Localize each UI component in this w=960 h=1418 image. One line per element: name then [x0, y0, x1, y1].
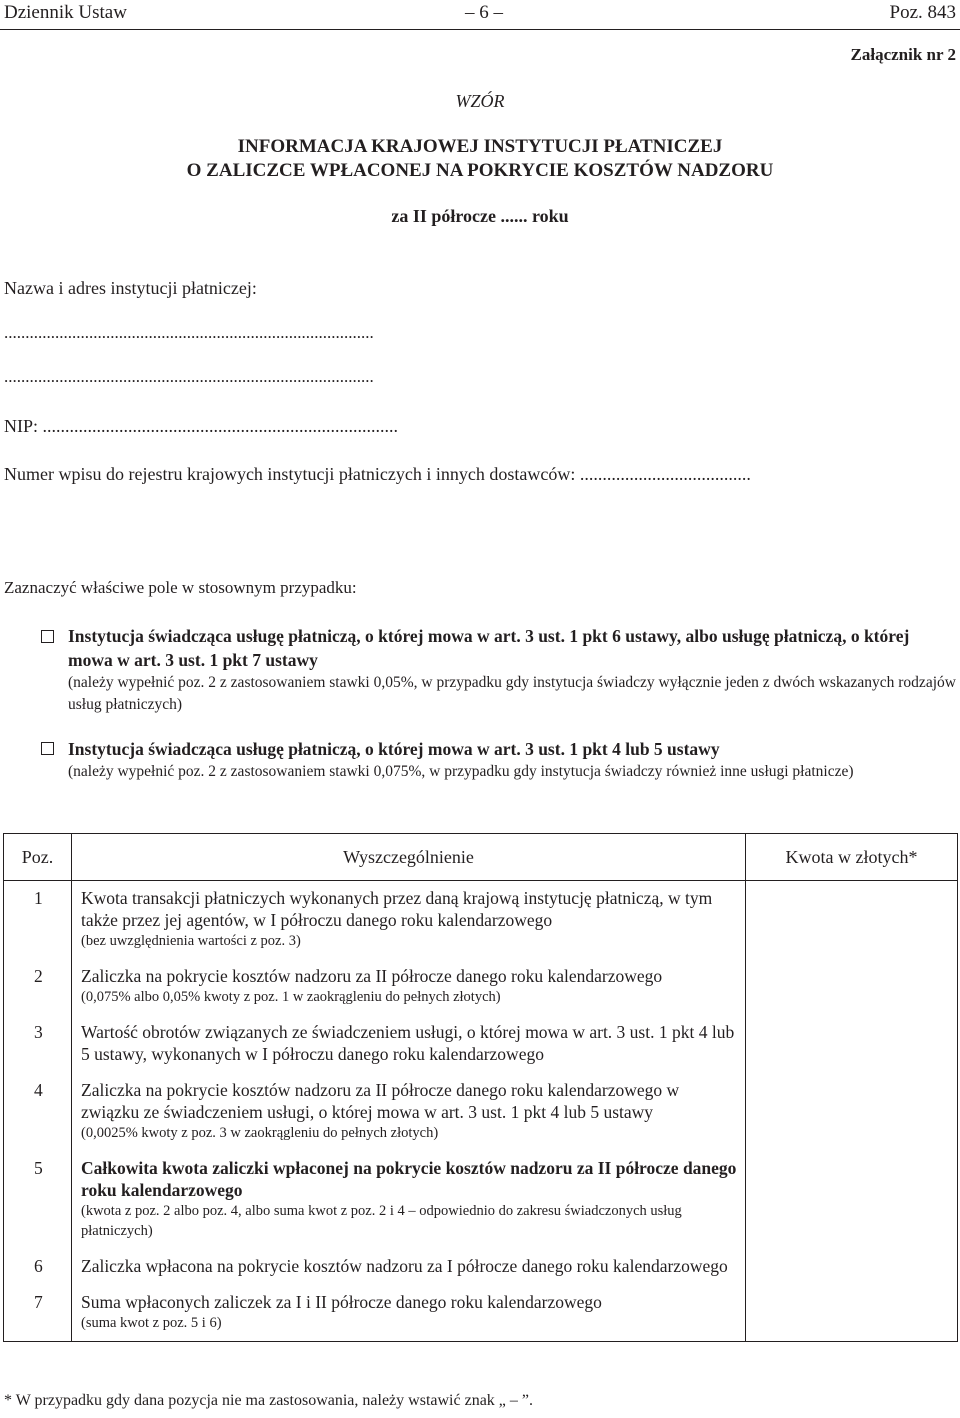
- table-row: [4, 881, 958, 960]
- option-1-label: Instytucja świadcząca usługę płatniczą, o której mowa w art. 3 ust. 1 pkt 6 ustawy, albo usługę płatniczą, o której mowa w art. 3 ust. 1 pkt 7 ustawy: [68, 626, 910, 670]
- option-2-label: Instytucja świadcząca usługę płatniczą, o której mowa w art. 3 ust. 1 pkt 4 lub 5 ustawy: [68, 739, 720, 759]
- table-row: [4, 1249, 958, 1285]
- advance-table: [3, 833, 958, 1342]
- mark-instruction: Zaznaczyć właściwe pole w stosownym przypadku:: [4, 578, 357, 597]
- document-title-line1: INFORMACJA KRAJOWEJ INSTYTUCJI PŁATNICZEJ: [237, 136, 723, 157]
- amount-cell[interactable]: [746, 881, 958, 960]
- row-number: 1: [4, 881, 72, 960]
- table-row: [4, 1015, 958, 1073]
- row-text: Zaliczka na pokrycie kosztów nadzoru za II półrocze danego roku kalendarzowego w związku ze świadczeniem usługi, o której mowa w art. 3 ust. 1 pkt 4 lub 5 ustawy: [81, 1080, 680, 1122]
- footnote: * W przypadku gdy dana pozycja nie ma zastosowania, należy wstawić znak „ – ”.: [4, 1392, 533, 1409]
- row-description: [72, 1285, 746, 1342]
- option-2-note: (należy wypełnić poz. 2 z zastosowaniem stawki 0,075%, w przypadku gdy instytucja świadczy również inne usługi płatnicze): [68, 763, 854, 780]
- row-note: (suma kwot z poz. 5 i 6): [81, 1315, 222, 1331]
- amount-cell[interactable]: [746, 959, 958, 1015]
- option-checkbox-1[interactable]: [41, 630, 54, 643]
- amount-cell[interactable]: [746, 1285, 958, 1342]
- table-row: [4, 1073, 958, 1151]
- option-1-note: (należy wypełnić poz. 2 z zastosowaniem stawki 0,05%, w przypadku gdy instytucja świadczy wyłącznie jeden z dwóch wskazanych rodzajów usług płatniczych): [68, 674, 956, 713]
- row-note: (kwota z poz. 2 albo poz. 4, albo suma kwot z poz. 2 i 4 – odpowiednio do zakresu świadczonych usług płatniczych): [81, 1203, 682, 1239]
- row-note: (bez uwzględnienia wartości z poz. 3): [81, 933, 301, 949]
- institution-address-dots: .......................................................................................: [4, 367, 374, 386]
- row-text: Zaliczka wpłacona na pokrycie kosztów nadzoru za I półrocze danego roku kalendarzowego: [81, 1256, 728, 1276]
- row-description: [72, 1073, 746, 1151]
- row-text: Całkowita kwota zaliczki wpłaconej na pokrycie kosztów nadzoru za II półrocze danego roku kalendarzowego: [81, 1158, 737, 1200]
- position-number: Poz. 843: [889, 2, 956, 23]
- row-number: 7: [4, 1285, 72, 1342]
- row-description: [72, 1249, 746, 1285]
- amount-cell[interactable]: [746, 1249, 958, 1285]
- institution-name-label: Nazwa i adres instytucji płatniczej:: [4, 278, 257, 298]
- nip-field: NIP: ...............................................................................: [4, 416, 399, 436]
- option-1: [68, 624, 956, 716]
- row-number: 2: [4, 959, 72, 1015]
- amount-cell[interactable]: [746, 1151, 958, 1249]
- table-row: [4, 959, 958, 1015]
- amount-cell[interactable]: [746, 1015, 958, 1073]
- option-checkbox-2[interactable]: [41, 742, 54, 755]
- row-text: Wartość obrotów związanych ze świadczeniem usługi, o której mowa w art. 3 ust. 1 pkt 4 lub 5 ustawy, wykonanych w I półroczu danego roku kalendarzowego: [81, 1022, 735, 1064]
- row-note: (0,0025% kwoty z poz. 3 w zaokrągleniu do pełnych złotych): [81, 1125, 439, 1141]
- table-row: [4, 1151, 958, 1249]
- row-description: [72, 1015, 746, 1073]
- row-description: [72, 881, 746, 960]
- institution-name-dots: .......................................................................................: [4, 323, 374, 342]
- row-text: Kwota transakcji płatniczych wykonanych przez daną krajową instytucję płatniczą, w tym także przez jej agentów, w I półroczu danego roku kalendarzowego: [81, 888, 713, 930]
- document-title-line2: O ZALICZCE WPŁACONEJ NA POKRYCIE KOSZTÓW NADZORU: [186, 160, 774, 181]
- row-number: 4: [4, 1073, 72, 1151]
- page-number: – 6 –: [465, 2, 503, 23]
- register-number-field: Numer wpisu do rejestru krajowych instytucji płatniczych i innych dostawców: ......................................: [4, 464, 751, 484]
- row-description: [72, 1151, 746, 1249]
- row-number: 6: [4, 1249, 72, 1285]
- header-divider: [0, 29, 960, 30]
- journal-name: Dziennik Ustaw: [4, 2, 127, 23]
- col-header-amount: Kwota w złotych*: [746, 834, 958, 881]
- period-line: za II półrocze ...... roku: [391, 206, 569, 226]
- col-header-position: Poz.: [4, 834, 72, 881]
- annex-label: Załącznik nr 2: [850, 45, 956, 64]
- row-number: 3: [4, 1015, 72, 1073]
- amount-cell[interactable]: [746, 1073, 958, 1151]
- row-text: Suma wpłaconych zaliczek za I i II półrocze danego roku kalendarzowego: [81, 1292, 602, 1312]
- table-row: [4, 1285, 958, 1342]
- row-description: [72, 959, 746, 1015]
- template-label: WZÓR: [455, 91, 505, 111]
- row-note: (0,075% albo 0,05% kwoty z poz. 1 w zaokrągleniu do pełnych złotych): [81, 989, 501, 1005]
- option-2: [68, 737, 956, 783]
- col-header-specification: Wyszczególnienie: [72, 834, 746, 881]
- row-number: 5: [4, 1151, 72, 1249]
- row-text: Zaliczka na pokrycie kosztów nadzoru za II półrocze danego roku kalendarzowego: [81, 966, 663, 986]
